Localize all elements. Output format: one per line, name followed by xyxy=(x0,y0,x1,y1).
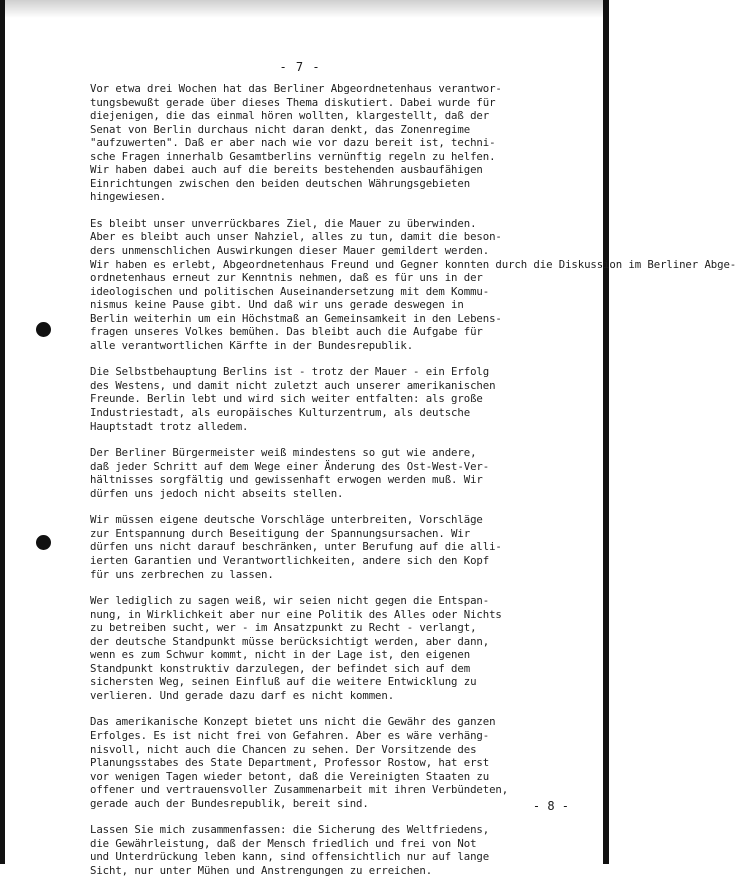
text-line: ideologischen und politischen Auseinandersetzung mit dem Kommu- xyxy=(90,284,490,298)
text-line: Es bleibt unser unverrückbares Ziel, die Mauer zu überwinden. xyxy=(90,216,477,230)
text-line: Wir haben dabei auch auf die bereits bestehenden ausbaufähigen xyxy=(90,163,483,177)
text-line: fragen unseres Volkes bemühen. Das bleibt auch die Aufgabe für xyxy=(90,325,483,339)
text-line: Die Selbstbehauptung Berlins ist - trotz der Mauer - ein Erfolg xyxy=(90,365,490,379)
text-line: gerade auch der Bundesrepublik, bereit sind. xyxy=(90,796,369,810)
text-line: sche Fragen innerhalb Gesamtberlins vernünftig regeln zu helfen. xyxy=(90,149,496,163)
text-line: Sicht, nur unter Mühen und Anstrengungen zu erreichen. xyxy=(90,863,433,877)
text-line: nung, in Wirklichkeit aber nur eine Politik des Alles oder Nichts xyxy=(90,607,502,621)
text-line: hältnisses sorgfältig und gewissenhaft erwogen werden muß. Wir xyxy=(90,473,483,487)
text-line: ders unmenschlichen Auswirkungen dieser Mauer gemildert werden. xyxy=(90,244,490,258)
text-line: Lassen Sie mich zusammenfassen: die Sicherung des Weltfriedens, xyxy=(90,823,490,837)
text-line: Das amerikanische Konzept bietet uns nicht die Gewähr des ganzen xyxy=(90,715,496,729)
text-line: Einrichtungen zwischen den beiden deutschen Währungsgebieten xyxy=(90,176,471,190)
document-body xyxy=(90,82,736,890)
punch-hole-top xyxy=(36,322,51,337)
text-line: für uns zerbrechen zu lassen. xyxy=(90,567,274,581)
text-line: Aber es bleibt auch unser Nahziel, alles zu tun, damit die beson- xyxy=(90,230,502,244)
paragraph-3 xyxy=(90,365,550,433)
text-line: ierten Garantien und Verantwortlichkeiten, andere sich den Kopf xyxy=(90,553,490,567)
text-line: offener und vertrauensvoller Zusammenarbeit mit ihren Verbündeten, xyxy=(90,783,509,797)
text-line: Der Berliner Bürgermeister weiß mindestens so gut wie andere, xyxy=(90,446,477,460)
text-line: Standpunkt konstruktiv darzulegen, der befindet sich auf dem xyxy=(90,661,471,675)
paragraph-7 xyxy=(90,715,550,810)
text-line: alle verantwortlichen Kärfte in der Bundesrepublik. xyxy=(90,338,414,352)
text-line: Industriestadt, als europäisches Kulturzentrum, als deutsche xyxy=(90,406,471,420)
text-line: "aufzuwerten". Daß er aber nach wie vor dazu bereit ist, techni- xyxy=(90,136,496,150)
punch-hole-bottom xyxy=(36,535,51,550)
text-line: dürfen uns jedoch nicht abseits stellen. xyxy=(90,486,344,500)
text-line: ordnetenhaus erneut zur Kenntnis nehmen, daß es für uns in der xyxy=(90,271,483,285)
text-line: Planungsstabes des State Department, Professor Rostow, hat erst xyxy=(90,756,490,770)
text-line: dürfen uns nicht darauf beschränken, unter Berufung auf die alli- xyxy=(90,540,502,554)
text-line: Berlin weiterhin um ein Höchstmaß an Gemeinsamkeit in den Lebens- xyxy=(90,311,502,325)
text-line: zur Entspannung durch Beseitigung der Spannungsursachen. Wir xyxy=(90,526,471,540)
text-line: Wer lediglich zu sagen weiß, wir seien nicht gegen die Entspan- xyxy=(90,594,490,608)
text-line: nisvoll, nicht auch die Chancen zu sehen. Der Vorsitzende des xyxy=(90,742,477,756)
paragraph-6 xyxy=(90,594,550,702)
text-line: zu betreiben sucht, wer - im Ansatzpunkt zu Recht - verlangt, xyxy=(90,621,477,635)
text-line: des Westens, und damit nicht zuletzt auch unserer amerikanischen xyxy=(90,378,496,392)
text-line: Freunde. Berlin lebt und wird sich weiter entfalten: als große xyxy=(90,392,483,406)
text-line: Hauptstadt trotz alledem. xyxy=(90,419,249,433)
text-line: vor wenigen Tagen wieder betont, daß die Vereinigten Staaten zu xyxy=(90,769,490,783)
paragraph-1 xyxy=(90,82,550,204)
text-line: verlieren. Und gerade dazu darf es nicht kommen. xyxy=(90,688,395,702)
text-line: der deutsche Standpunkt müsse berücksichtigt werden, aber dann, xyxy=(90,634,490,648)
next-page-marker: - 8 - xyxy=(532,799,569,813)
text-line: Erfolges. Es ist nicht frei von Gefahren. Aber es wäre verhäng- xyxy=(90,728,490,742)
paragraph-4 xyxy=(90,446,550,500)
text-line: Senat von Berlin durchaus nicht daran denkt, das Zonenregime xyxy=(90,122,471,136)
text-line: wenn es zum Schwur kommt, nicht in der Lage ist, den eigenen xyxy=(90,648,471,662)
text-line: tungsbewußt gerade über dieses Thema diskutiert. Dabei wurde für xyxy=(90,95,496,109)
text-line: nismus keine Pause gibt. Und daß wir uns gerade deswegen in xyxy=(90,298,464,312)
paragraph-5 xyxy=(90,513,550,581)
text-line: und Unterdrückung leben kann, sind offensichtlich nur auf lange xyxy=(90,850,490,864)
paragraph-2 xyxy=(90,216,736,352)
text-line: Wir müssen eigene deutsche Vorschläge unterbreiten, Vorschläge xyxy=(90,513,483,527)
text-line: die Gewährleistung, daß der Mensch friedlich und frei von Not xyxy=(90,836,477,850)
text-line: Wir haben es erlebt, Abgeordnetenhaus Freund und Gegner konnten durch die Diskussion im Berliner Abge- xyxy=(90,257,736,271)
paragraph-8 xyxy=(90,823,550,877)
text-line: daß jeder Schritt auf dem Wege einer Änderung des Ost-West-Ver- xyxy=(90,459,490,473)
page-number: - 7 - xyxy=(279,60,321,74)
text-line: Vor etwa drei Wochen hat das Berliner Abgeordnetenhaus verantwor- xyxy=(90,82,502,95)
text-line: hingewiesen. xyxy=(90,190,167,204)
text-line: sichersten Weg, seinen Einfluß auf die weitere Entwicklung zu xyxy=(90,675,477,689)
text-line: diejenigen, die das einmal hören wollten, klargestellt, daß der xyxy=(90,109,490,123)
